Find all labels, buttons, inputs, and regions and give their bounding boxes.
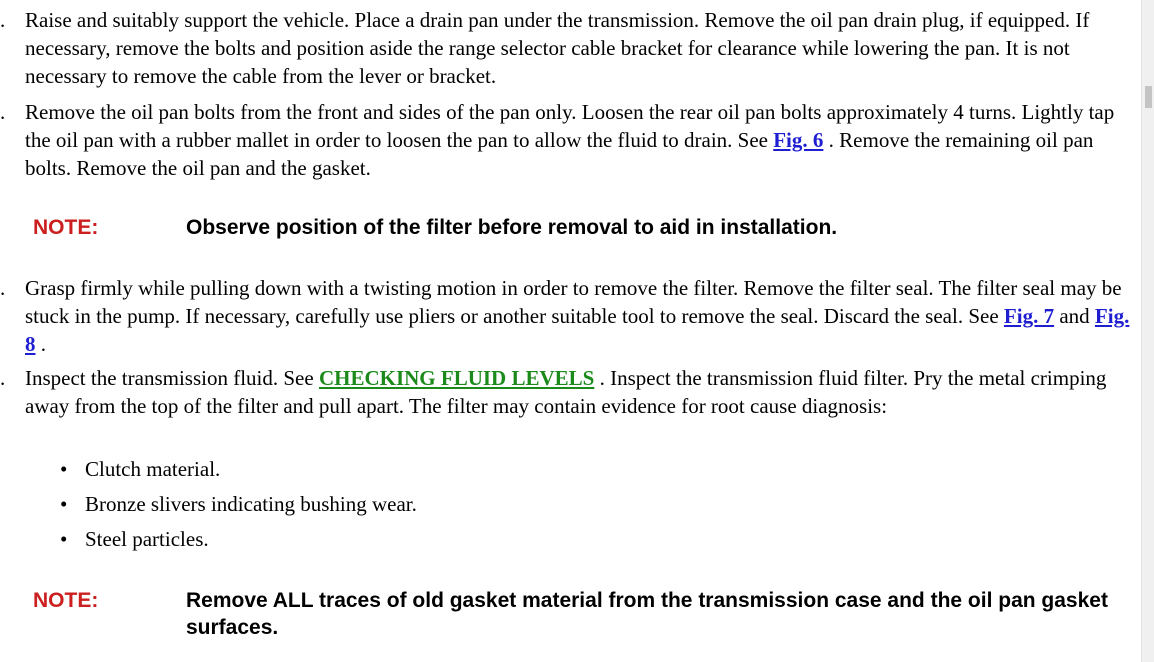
- step-text: [25, 364, 1135, 420]
- note-text: Remove ALL traces of old gasket material from the transmission case and the oil pan gasket surfaces.: [186, 589, 1108, 639]
- checking-fluid-levels-link[interactable]: CHECKING FLUID LEVELS: [318, 366, 595, 390]
- note-label: NOTE:: [33, 589, 99, 612]
- fig-6-link[interactable]: Fig. 6: [773, 128, 824, 152]
- note-label: NOTE:: [33, 216, 99, 239]
- fig-7-link[interactable]: Fig. 7: [1003, 304, 1055, 328]
- step-text-before: Remove the oil pan bolts from the front and sides of the pan only. Loosen the rear oil pan bolts approximately 4 turns. Lightly tap the oil pan with a rubber mallet in order to loosen the pan to allow the fluid to drain. See: [25, 100, 1115, 152]
- step-marker: .: [0, 100, 6, 124]
- step-text-after: . Inspect the transmission fluid filter. Pry the metal crimping away from the top of the filter and pull apart. The filter may contain evidence for root cause diagnosis:: [25, 366, 1107, 418]
- step-marker: .: [0, 276, 6, 300]
- step-marker: .: [0, 8, 6, 32]
- step-text-after: . Remove the remaining oil pan bolts. Remove the oil pan and the gasket.: [25, 128, 1094, 180]
- step-text-before: Grasp firmly while pulling down with a twisting motion in order to remove the filter. Remove the filter seal. The filter seal may be stuck in the pump. If necessary, carefully use pliers or another suitable tool to remove the seal. Discard the seal. See: [25, 276, 1122, 328]
- step-text: [25, 274, 1135, 358]
- bullet-icon: •: [60, 492, 68, 516]
- step-text-after: .: [35, 332, 46, 356]
- list-item: [60, 455, 417, 490]
- list-item: [60, 525, 417, 560]
- step-marker: .: [0, 366, 6, 390]
- list-item-text: Steel particles.: [85, 527, 209, 551]
- list-item: [60, 490, 417, 525]
- note-text: Observe position of the filter before removal to aid in installation.: [186, 216, 838, 239]
- bullet-icon: •: [60, 527, 68, 551]
- evidence-list: [60, 455, 417, 560]
- bullet-icon: •: [60, 457, 68, 481]
- scrollbar-thumb[interactable]: [1145, 86, 1152, 108]
- vertical-scrollbar[interactable]: [1141, 0, 1154, 662]
- step-text-before: Inspect the transmission fluid. See: [25, 366, 319, 390]
- step-text: Raise and suitably support the vehicle. Place a drain pan under the transmission. Remove the oil pan drain plug, if equipped. If necessary, remove the bolts and position aside the range selector cable bracket for clearance while lowering the pan. It is not necessary to remove the cable from the lever or bracket.: [25, 8, 1090, 88]
- fig-8-link[interactable]: Fig. 8: [25, 304, 1130, 356]
- step-text: [25, 98, 1135, 182]
- step-text-mid: and: [1054, 304, 1095, 328]
- list-item-text: Bronze slivers indicating bushing wear.: [85, 492, 417, 516]
- list-item-text: Clutch material.: [85, 457, 221, 481]
